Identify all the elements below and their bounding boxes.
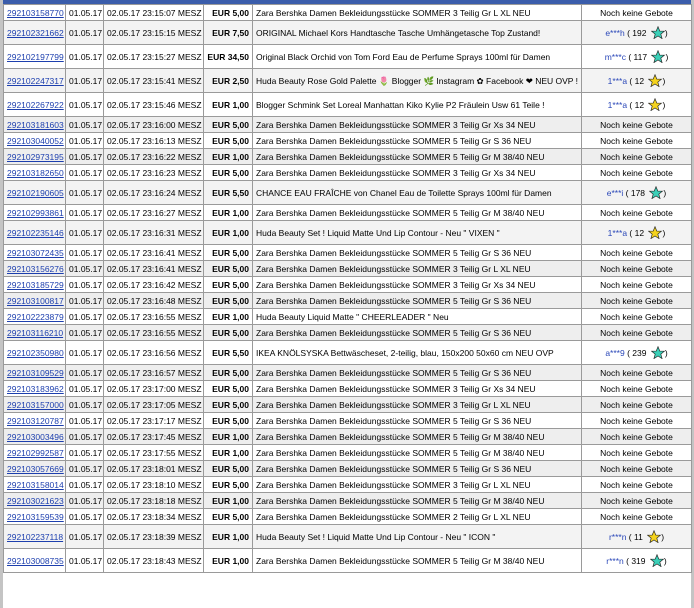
table-row: [4, 293, 692, 309]
start-date: 01.05.17: [66, 261, 104, 277]
bid-status: Noch keine Gebote: [582, 5, 692, 21]
table-row: [4, 5, 692, 21]
bidder-rating: 11: [634, 532, 643, 542]
item-number-link[interactable]: 292102993861: [7, 207, 64, 218]
start-date: 01.05.17: [66, 309, 104, 325]
item-title: Zara Bershka Damen Bekleidungsstücke SOMMER 5 Teilig Gr S 36 NEU: [253, 293, 582, 309]
item-number-cell: [4, 133, 66, 149]
bid-status: Noch keine Gebote: [582, 325, 692, 341]
item-title: CHANCE EAU FRAÎCHE von Chanel Eau de Toilette Sprays 100ml für Damen: [253, 181, 582, 205]
item-title: Zara Bershka Damen Bekleidungsstücke SOMMER 3 Teilig Gr Xs 34 NEU: [253, 277, 582, 293]
bidder-rating: 319: [631, 556, 646, 566]
item-number-link[interactable]: 292103185729: [7, 279, 64, 290]
item-number-cell: [4, 69, 66, 93]
end-time: 02.05.17 23:16:48 MESZ: [104, 293, 204, 309]
end-time: 02.05.17 23:18:10 MESZ: [104, 477, 204, 493]
bid-status: Noch keine Gebote: [582, 293, 692, 309]
item-number-link[interactable]: 292103008735: [7, 555, 64, 566]
table-row: [4, 493, 692, 509]
current-price: EUR 5,00: [204, 477, 253, 493]
current-price: EUR 5,50: [204, 341, 253, 365]
item-number-link[interactable]: 292103003496: [7, 431, 64, 442]
item-number-cell: [4, 117, 66, 133]
table-row: [4, 93, 692, 117]
start-date: 01.05.17: [66, 221, 104, 245]
item-number-cell: [4, 181, 66, 205]
item-number-cell: [4, 461, 66, 477]
bid-status: Noch keine Gebote: [582, 309, 692, 325]
end-time: 02.05.17 23:15:27 MESZ: [104, 45, 204, 69]
current-price: EUR 1,00: [204, 429, 253, 445]
yellow-star-icon: [648, 98, 662, 111]
start-date: 01.05.17: [66, 293, 104, 309]
bid-status: Noch keine Gebote: [582, 445, 692, 461]
item-number-link[interactable]: 292102197799: [7, 51, 64, 62]
end-time: 02.05.17 23:16:27 MESZ: [104, 205, 204, 221]
end-time: 02.05.17 23:17:05 MESZ: [104, 397, 204, 413]
end-time: 02.05.17 23:16:41 MESZ: [104, 245, 204, 261]
start-date: 01.05.17: [66, 93, 104, 117]
end-time: 02.05.17 23:16:24 MESZ: [104, 181, 204, 205]
item-title: Zara Bershka Damen Bekleidungsstücke SOMMER 3 Teilig Gr L XL NEU: [253, 397, 582, 413]
item-number-link[interactable]: 292102237118: [7, 531, 64, 542]
start-date: 01.05.17: [66, 365, 104, 381]
end-time: 02.05.17 23:16:00 MESZ: [104, 117, 204, 133]
table-row: [4, 149, 692, 165]
bid-status: Noch keine Gebote: [582, 245, 692, 261]
table-row: [4, 133, 692, 149]
current-price: EUR 1,00: [204, 205, 253, 221]
item-title: Original Black Orchid von Tom Ford Eau de Perfume Sprays 100ml für Damen: [253, 45, 582, 69]
current-price: EUR 1,00: [204, 309, 253, 325]
item-number-cell: [4, 221, 66, 245]
item-number-link[interactable]: 292103116210: [7, 327, 64, 338]
bid-status: Noch keine Gebote: [582, 461, 692, 477]
item-title: IKEA KNÖLSYSKA Bettwäscheset, 2-teilig, blau, 150x200 50x60 cm NEU OVP: [253, 341, 582, 365]
table-row: [4, 261, 692, 277]
end-time: 02.05.17 23:18:39 MESZ: [104, 525, 204, 549]
item-number-link[interactable]: 292103021623: [7, 495, 64, 506]
item-title: Zara Bershka Damen Bekleidungsstücke SOMMER 3 Teilig Gr Xs 34 NEU: [253, 381, 582, 397]
bid-cell: 1***a ( 12 ): [582, 69, 692, 93]
table-row: [4, 341, 692, 365]
current-price: EUR 1,00: [204, 493, 253, 509]
item-number-cell: [4, 245, 66, 261]
item-number-cell: [4, 277, 66, 293]
bidder-name[interactable]: m***c: [604, 52, 626, 62]
item-number-cell: [4, 205, 66, 221]
table-row: [4, 325, 692, 341]
bid-status: Noch keine Gebote: [582, 277, 692, 293]
current-price: EUR 1,00: [204, 445, 253, 461]
yellow-star-icon: [648, 74, 662, 87]
current-price: EUR 5,00: [204, 461, 253, 477]
bid-status: Noch keine Gebote: [582, 397, 692, 413]
end-time: 02.05.17 23:16:31 MESZ: [104, 221, 204, 245]
item-title: Zara Bershka Damen Bekleidungsstücke SOMMER 5 Teilig Gr S 36 NEU: [253, 413, 582, 429]
item-title: Zara Bershka Damen Bekleidungsstücke SOMMER 5 Teilig Gr S 36 NEU: [253, 133, 582, 149]
turquoise-star-icon: [650, 554, 664, 567]
current-price: EUR 1,00: [204, 93, 253, 117]
bid-cell: 1***a ( 12 ): [582, 221, 692, 245]
turquoise-star-icon: [651, 26, 665, 39]
item-number-link[interactable]: 292103158014: [7, 479, 64, 490]
bidder-rating: 12: [634, 100, 645, 110]
table-row: [4, 117, 692, 133]
end-time: 02.05.17 23:17:00 MESZ: [104, 381, 204, 397]
table-row: [4, 205, 692, 221]
item-number-cell: [4, 341, 66, 365]
current-price: EUR 5,00: [204, 261, 253, 277]
start-date: 01.05.17: [66, 245, 104, 261]
item-number-link[interactable]: 292102235146: [7, 227, 64, 238]
item-number-link[interactable]: 292103181603: [7, 119, 64, 130]
item-number-link[interactable]: 292102247317: [7, 75, 64, 86]
current-price: EUR 5,00: [204, 365, 253, 381]
current-price: EUR 5,00: [204, 293, 253, 309]
item-number-cell: [4, 93, 66, 117]
bid-status: Noch keine Gebote: [582, 477, 692, 493]
start-date: 01.05.17: [66, 493, 104, 509]
item-number-cell: [4, 413, 66, 429]
item-number-cell: [4, 549, 66, 573]
bidder-rating: 239: [632, 348, 647, 358]
current-price: EUR 5,50: [204, 181, 253, 205]
item-number-link[interactable]: 292102992587: [7, 447, 64, 458]
table-row: [4, 277, 692, 293]
current-price: EUR 5,00: [204, 165, 253, 181]
table-row: [4, 397, 692, 413]
item-number-link[interactable]: 292102350980: [7, 347, 64, 358]
table-row: [4, 445, 692, 461]
item-number-cell: [4, 445, 66, 461]
start-date: 01.05.17: [66, 341, 104, 365]
current-price: EUR 34,50: [204, 45, 253, 69]
bidder-name[interactable]: e***i: [606, 188, 624, 198]
item-number-cell: [4, 21, 66, 45]
bid-status: Noch keine Gebote: [582, 413, 692, 429]
yellow-star-icon: [648, 226, 662, 239]
item-title: Zara Bershka Damen Bekleidungsstücke SOMMER 5 Teilig Gr S 36 NEU: [253, 245, 582, 261]
table-row: [4, 525, 692, 549]
turquoise-star-icon: [651, 50, 665, 63]
start-date: 01.05.17: [66, 525, 104, 549]
item-title: Zara Bershka Damen Bekleidungsstücke SOMMER 3 Teilig Gr L XL NEU: [253, 5, 582, 21]
end-time: 02.05.17 23:16:13 MESZ: [104, 133, 204, 149]
table-row: [4, 69, 692, 93]
turquoise-star-icon: [651, 346, 665, 359]
item-number-link[interactable]: 292103156276: [7, 263, 64, 274]
bid-status: Noch keine Gebote: [582, 429, 692, 445]
item-number-cell: [4, 493, 66, 509]
current-price: EUR 5,00: [204, 277, 253, 293]
start-date: 01.05.17: [66, 397, 104, 413]
current-price: EUR 1,00: [204, 525, 253, 549]
table-row: [4, 181, 692, 205]
start-date: 01.05.17: [66, 45, 104, 69]
item-number-link[interactable]: 292103072435: [7, 247, 64, 258]
current-price: EUR 5,00: [204, 117, 253, 133]
item-title: Zara Bershka Damen Bekleidungsstücke SOMMER 2 Teilig Gr L XL NEU: [253, 509, 582, 525]
table-row: [4, 381, 692, 397]
bidder-name[interactable]: a***9: [605, 348, 625, 358]
item-title: Huda Beauty Liquid Matte " CHEERLEADER " Neu: [253, 309, 582, 325]
item-number-cell: [4, 45, 66, 69]
end-time: 02.05.17 23:15:15 MESZ: [104, 21, 204, 45]
start-date: 01.05.17: [66, 205, 104, 221]
current-price: EUR 1,00: [204, 221, 253, 245]
item-number-cell: [4, 525, 66, 549]
item-title: Zara Bershka Damen Bekleidungsstücke SOMMER 3 Teilig Gr L XL NEU: [253, 261, 582, 277]
bid-status: Noch keine Gebote: [582, 149, 692, 165]
start-date: 01.05.17: [66, 149, 104, 165]
start-date: 01.05.17: [66, 277, 104, 293]
end-time: 02.05.17 23:16:55 MESZ: [104, 325, 204, 341]
item-title: ORIGINAL Michael Kors Handtasche Tasche Umhängetasche Top Zustand!: [253, 21, 582, 45]
item-number-cell: [4, 149, 66, 165]
start-date: 01.05.17: [66, 381, 104, 397]
end-time: 02.05.17 23:16:57 MESZ: [104, 365, 204, 381]
bid-status: Noch keine Gebote: [582, 133, 692, 149]
end-time: 02.05.17 23:16:42 MESZ: [104, 277, 204, 293]
current-price: EUR 1,00: [204, 149, 253, 165]
item-title: Zara Bershka Damen Bekleidungsstücke SOMMER 3 Teilig Gr L XL NEU: [253, 477, 582, 493]
bidder-name[interactable]: r***n: [606, 556, 624, 566]
bid-status: Noch keine Gebote: [582, 509, 692, 525]
table-row: [4, 221, 692, 245]
table-row: [4, 477, 692, 493]
current-price: EUR 5,00: [204, 413, 253, 429]
start-date: 01.05.17: [66, 181, 104, 205]
table-row: [4, 429, 692, 445]
bidder-rating: 12: [634, 76, 645, 86]
item-number-link[interactable]: 292103120787: [7, 415, 64, 426]
current-price: EUR 5,00: [204, 325, 253, 341]
item-title: Zara Bershka Damen Bekleidungsstücke SOMMER 3 Teilig Gr Xs 34 NEU: [253, 165, 582, 181]
item-title: Zara Bershka Damen Bekleidungsstücke SOMMER 5 Teilig Gr M 38/40 NEU: [253, 149, 582, 165]
item-number-cell: [4, 381, 66, 397]
bidder-rating: 12: [634, 228, 645, 238]
item-number-link[interactable]: 292103158770: [7, 7, 64, 18]
end-time: 02.05.17 23:17:45 MESZ: [104, 429, 204, 445]
item-number-cell: [4, 325, 66, 341]
current-price: EUR 5,00: [204, 5, 253, 21]
item-title: Zara Bershka Damen Bekleidungsstücke SOMMER 5 Teilig Gr M 38/40 NEU: [253, 493, 582, 509]
item-number-link[interactable]: 292102973195: [7, 151, 64, 162]
end-time: 02.05.17 23:17:17 MESZ: [104, 413, 204, 429]
item-title: Zara Bershka Damen Bekleidungsstücke SOMMER 5 Teilig Gr M 38/40 NEU: [253, 205, 582, 221]
item-number-link[interactable]: 292103157000: [7, 399, 64, 410]
bidder-name[interactable]: r***n: [608, 532, 627, 542]
bid-cell: m***c ( 117 ): [582, 45, 692, 69]
table-row: [4, 365, 692, 381]
table-row: [4, 21, 692, 45]
item-title: Huda Beauty Set ! Liquid Matte Und Lip Contour - Neu " ICON ": [253, 525, 582, 549]
current-price: EUR 5,00: [204, 245, 253, 261]
end-time: 02.05.17 23:18:01 MESZ: [104, 461, 204, 477]
bid-cell: 1***a ( 12 ): [582, 93, 692, 117]
bidder-rating: 117: [633, 52, 648, 62]
item-title: Zara Bershka Damen Bekleidungsstücke SOMMER 3 Teilig Gr Xs 34 NEU: [253, 117, 582, 133]
item-number-cell: [4, 261, 66, 277]
end-time: 02.05.17 23:17:55 MESZ: [104, 445, 204, 461]
bid-status: Noch keine Gebote: [582, 365, 692, 381]
current-price: EUR 5,00: [204, 133, 253, 149]
item-number-link[interactable]: 292103100817: [7, 295, 64, 306]
start-date: 01.05.17: [66, 5, 104, 21]
item-number-link[interactable]: 292102267922: [7, 99, 64, 110]
item-number-cell: [4, 293, 66, 309]
item-title: Zara Bershka Damen Bekleidungsstücke SOMMER 5 Teilig Gr S 36 NEU: [253, 325, 582, 341]
table-row: [4, 413, 692, 429]
item-number-cell: [4, 5, 66, 21]
item-number-cell: [4, 365, 66, 381]
item-number-link[interactable]: 292102223879: [7, 311, 64, 322]
table-row: [4, 45, 692, 69]
end-time: 02.05.17 23:15:07 MESZ: [104, 5, 204, 21]
bidder-name[interactable]: 1***a: [607, 100, 628, 110]
bid-status: Noch keine Gebote: [582, 261, 692, 277]
start-date: 01.05.17: [66, 325, 104, 341]
item-number-link[interactable]: 292103183962: [7, 383, 64, 394]
end-time: 02.05.17 23:18:34 MESZ: [104, 509, 204, 525]
end-time: 02.05.17 23:15:46 MESZ: [104, 93, 204, 117]
auction-table-body: [4, 5, 692, 573]
start-date: 01.05.17: [66, 549, 104, 573]
table-row: [4, 165, 692, 181]
item-number-cell: [4, 477, 66, 493]
bid-status: Noch keine Gebote: [582, 381, 692, 397]
table-row: [4, 309, 692, 325]
item-title: Zara Bershka Damen Bekleidungsstücke SOMMER 5 Teilig Gr M 38/40 NEU: [253, 549, 582, 573]
item-number-link[interactable]: 292103182650: [7, 167, 64, 178]
current-price: EUR 7,50: [204, 21, 253, 45]
bid-status: Noch keine Gebote: [582, 165, 692, 181]
start-date: 01.05.17: [66, 461, 104, 477]
auction-table: [3, 4, 692, 573]
item-number-cell: [4, 429, 66, 445]
start-date: 01.05.17: [66, 133, 104, 149]
table-row: [4, 549, 692, 573]
bidder-name[interactable]: 1***a: [607, 76, 628, 86]
item-title: Zara Bershka Damen Bekleidungsstücke SOMMER 5 Teilig Gr S 36 NEU: [253, 461, 582, 477]
current-price: EUR 1,00: [204, 549, 253, 573]
item-title: Blogger Schmink Set Loreal Manhattan Kiko Kylie P2 Fräulein Usw 61 Teile !: [253, 93, 582, 117]
current-price: EUR 5,00: [204, 397, 253, 413]
bidder-name[interactable]: 1***a: [607, 228, 628, 238]
end-time: 02.05.17 23:15:41 MESZ: [104, 69, 204, 93]
bid-cell: a***9 ( 239 ): [582, 341, 692, 365]
end-time: 02.05.17 23:18:43 MESZ: [104, 549, 204, 573]
bid-cell: r***n ( 11 ): [582, 525, 692, 549]
start-date: 01.05.17: [66, 165, 104, 181]
bid-status: Noch keine Gebote: [582, 117, 692, 133]
start-date: 01.05.17: [66, 509, 104, 525]
start-date: 01.05.17: [66, 429, 104, 445]
item-number-link[interactable]: 292103057669: [7, 463, 64, 474]
item-title: Huda Beauty Rose Gold Palette 🌷 Blogger 🌿 Instagram ✿ Facebook ❤ NEU OVP !: [253, 69, 582, 93]
current-price: EUR 5,00: [204, 509, 253, 525]
item-number-cell: [4, 165, 66, 181]
start-date: 01.05.17: [66, 117, 104, 133]
bid-cell: r***n ( 319 ): [582, 549, 692, 573]
table-row: [4, 245, 692, 261]
bidder-name[interactable]: e***h: [605, 28, 625, 38]
yellow-star-icon: [647, 530, 661, 543]
item-number-link[interactable]: 292103040052: [7, 135, 64, 146]
item-number-link[interactable]: 292103109529: [7, 367, 64, 378]
item-title: Zara Bershka Damen Bekleidungsstücke SOMMER 5 Teilig Gr S 36 NEU: [253, 365, 582, 381]
item-number-link[interactable]: 292102321662: [7, 27, 64, 38]
bid-status: Noch keine Gebote: [582, 493, 692, 509]
end-time: 02.05.17 23:16:55 MESZ: [104, 309, 204, 325]
end-time: 02.05.17 23:16:56 MESZ: [104, 341, 204, 365]
end-time: 02.05.17 23:16:22 MESZ: [104, 149, 204, 165]
start-date: 01.05.17: [66, 21, 104, 45]
end-time: 02.05.17 23:16:23 MESZ: [104, 165, 204, 181]
start-date: 01.05.17: [66, 477, 104, 493]
item-title: Huda Beauty Set ! Liquid Matte Und Lip Contour - Neu " VIXEN ": [253, 221, 582, 245]
table-row: [4, 509, 692, 525]
item-title: Zara Bershka Damen Bekleidungsstücke SOMMER 5 Teilig Gr M 38/40 NEU: [253, 429, 582, 445]
item-title: Zara Bershka Damen Bekleidungsstücke SOMMER 5 Teilig Gr M 38/40 NEU: [253, 445, 582, 461]
start-date: 01.05.17: [66, 413, 104, 429]
item-number-link[interactable]: 292103159539: [7, 511, 64, 522]
current-price: EUR 2,50: [204, 69, 253, 93]
bidder-rating: 192: [632, 28, 647, 38]
start-date: 01.05.17: [66, 445, 104, 461]
bid-cell: e***i ( 178 ): [582, 181, 692, 205]
current-price: EUR 5,00: [204, 381, 253, 397]
bidder-rating: 178: [630, 188, 646, 198]
end-time: 02.05.17 23:18:18 MESZ: [104, 493, 204, 509]
bid-cell: e***h ( 192 ): [582, 21, 692, 45]
table-row: [4, 461, 692, 477]
start-date: 01.05.17: [66, 69, 104, 93]
turquoise-star-icon: [649, 186, 663, 199]
item-number-cell: [4, 309, 66, 325]
end-time: 02.05.17 23:16:41 MESZ: [104, 261, 204, 277]
item-number-link[interactable]: 292102190605: [7, 187, 64, 198]
bid-status: Noch keine Gebote: [582, 205, 692, 221]
item-number-cell: [4, 397, 66, 413]
item-number-cell: [4, 509, 66, 525]
